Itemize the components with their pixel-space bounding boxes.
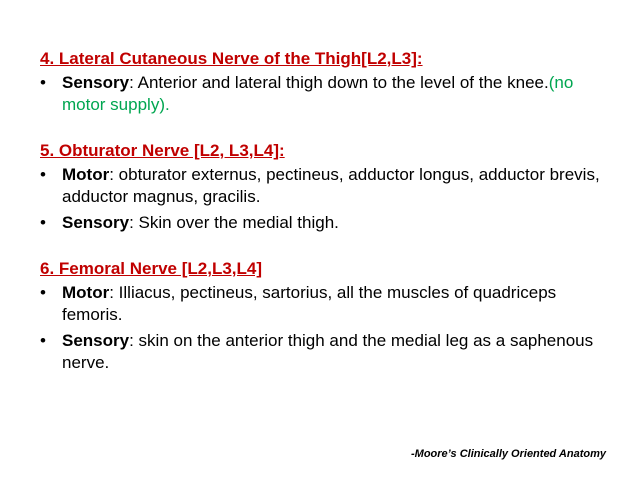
- bullet-note: (no motor supply).: [62, 73, 574, 114]
- section-heading: 4. Lateral Cutaneous Nerve of the Thigh[L2,L3]:: [40, 49, 423, 68]
- bullet-label: Sensory: [62, 331, 130, 350]
- bullet-label: Sensory: [62, 73, 130, 92]
- bullet-item-motor: [40, 282, 600, 326]
- citation: -Moore’s Clinically Oriented Anatomy: [411, 448, 606, 460]
- bullet-item-motor: [40, 164, 600, 208]
- bullet-icon: •: [40, 331, 46, 350]
- section-heading: 5. Obturator Nerve [L2, L3,L4]:: [40, 141, 285, 160]
- bullet-text: : Anterior and lateral thigh down to the level of the knee.: [129, 73, 549, 92]
- bullet-item-sensory: [40, 330, 600, 374]
- bullet-icon: •: [40, 165, 46, 184]
- bullet-icon: •: [40, 213, 46, 232]
- bullet-icon: •: [40, 73, 46, 92]
- bullet-text: : skin on the anterior thigh and the medial leg as a saphenous nerve.: [62, 331, 594, 372]
- bullet-label: Motor: [62, 283, 110, 302]
- bullet-text: : obturator externus, pectineus, adductor longus, adductor brevis, adductor magnus, gracilis.: [62, 165, 600, 206]
- bullet-label: Sensory: [62, 213, 130, 232]
- section-femoral-nerve: [40, 258, 600, 374]
- bullet-label: Motor: [62, 165, 110, 184]
- bullet-text: : Skin over the medial thigh.: [129, 213, 339, 232]
- section-heading: 6. Femoral Nerve [L2,L3,L4]: [40, 259, 263, 278]
- section-lateral-cutaneous-nerve: [40, 48, 600, 116]
- bullet-icon: •: [40, 283, 46, 302]
- bullet-text: : Illiacus, pectineus, sartorius, all the muscles of quadriceps femoris.: [62, 283, 557, 324]
- slide-content: [40, 48, 600, 378]
- bullet-item-sensory: [40, 72, 600, 116]
- bullet-item-sensory: [40, 212, 600, 234]
- section-obturator-nerve: [40, 140, 600, 234]
